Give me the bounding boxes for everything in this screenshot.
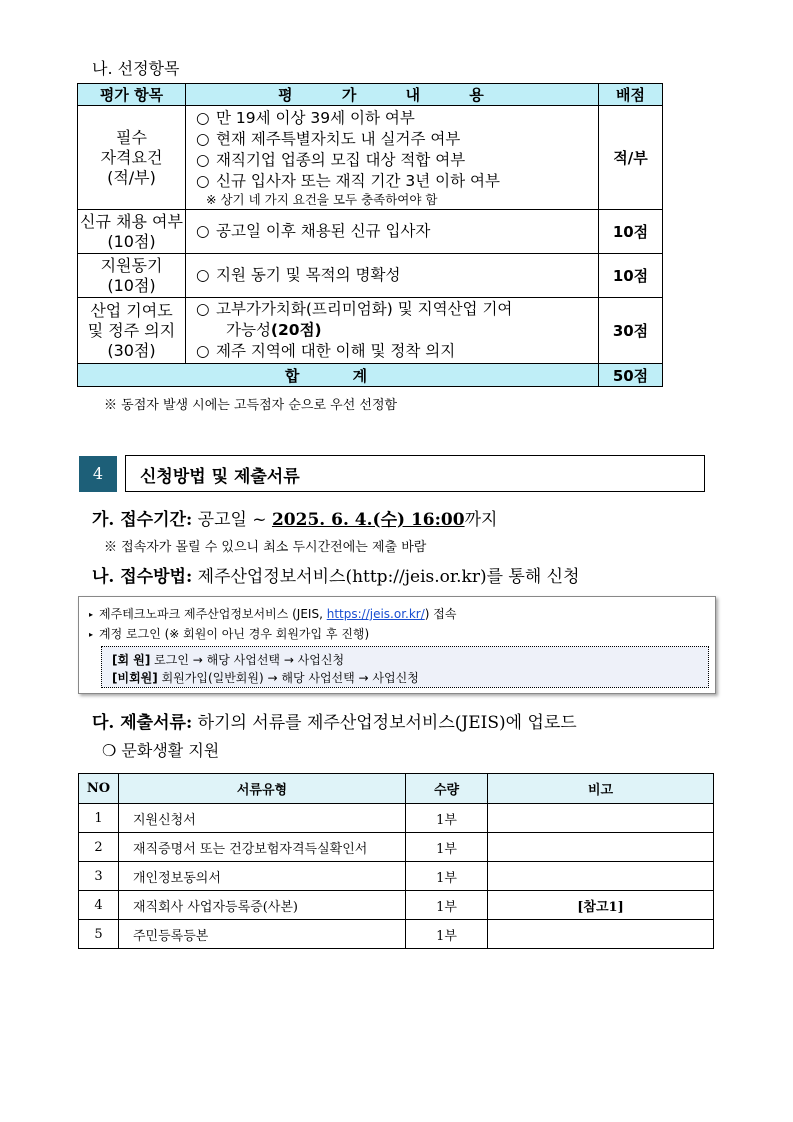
total-label: 합 계 bbox=[78, 364, 599, 387]
list-item: ○ 만 19세 이상 39세 이하 여부 bbox=[196, 108, 415, 127]
header-score: 배점 bbox=[599, 84, 663, 106]
application-period: 가. 접수기간: 공고일 ~ 2025. 6. 4.(수) 16:00까지 bbox=[92, 510, 498, 530]
period-note: ※ 접속자가 몰릴 수 있으니 최소 두시간전에는 제출 바람 bbox=[104, 540, 427, 555]
non-member-flow: [비회원] 회원가입(일반회원) → 해당 사업선택 → 사업신청 bbox=[112, 671, 419, 685]
jeis-link[interactable]: https://jeis.or.kr/ bbox=[326, 607, 425, 621]
score-cell: 적/부 bbox=[599, 106, 663, 210]
application-method: 나. 접수방법: 제주산업정보서비스(http://jeis.or.kr)를 통해 신청 bbox=[92, 567, 580, 587]
table-row bbox=[78, 210, 663, 254]
info-item: ▸ 제주테크노파크 제주산업정보서비스 (JEIS, https://jeis.or.kr/) 접속 bbox=[89, 607, 457, 621]
header-no: NO bbox=[79, 774, 119, 804]
section-title: 신청방법 및 제출서류 bbox=[140, 467, 300, 487]
criterion-cell: 지원동기 (10점) bbox=[78, 254, 186, 298]
tie-note: ※ 동점자 발생 시에는 고득점자 순으로 우선 선정함 bbox=[104, 398, 398, 413]
header-content: 평 가 내 용 bbox=[186, 84, 599, 106]
application-flow-box bbox=[101, 646, 709, 688]
header-doc-type: 서류유형 bbox=[119, 774, 406, 804]
table-row: 3 개인정보동의서 1부 bbox=[79, 862, 714, 891]
list-item: ○ 재직기업 업종의 모집 대상 적합 여부 bbox=[196, 150, 466, 169]
table-row: 2 재직증명서 또는 건강보험자격득실확인서 1부 bbox=[79, 833, 714, 862]
content-cell bbox=[186, 210, 599, 254]
info-item: ▸ 계정 로그인 (※ 회원이 아닌 경우 회원가입 후 진행) bbox=[89, 627, 370, 641]
content-cell: ○ 고부가가치화(프리미엄화) 및 지역산업 기여 가능성(20점) ○ 제주 지역에 대한 이해 및 정착 의지 bbox=[186, 298, 599, 364]
evaluation-table bbox=[77, 83, 663, 387]
requirement-note: ※ 상기 네 가지 요건을 모두 충족하여야 함 bbox=[206, 191, 438, 207]
table-row bbox=[78, 106, 663, 210]
documents-table bbox=[78, 773, 714, 949]
content-cell bbox=[186, 254, 599, 298]
list-item: ○ 신규 입사자 또는 재직 기간 3년 이하 여부 bbox=[196, 171, 500, 190]
total-score: 50점 bbox=[599, 364, 663, 387]
section-number: 4 bbox=[79, 456, 117, 492]
section-title-selection: 나. 선정항목 bbox=[92, 59, 180, 78]
score-cell: 10점 bbox=[599, 254, 663, 298]
reference-note: [참고1] bbox=[488, 891, 714, 920]
header-criterion: 평가 항목 bbox=[78, 84, 186, 106]
member-flow: [회 원] 로그인 → 해당 사업선택 → 사업신청 bbox=[112, 653, 345, 667]
table-row: 4 재직회사 사업자등록증(사본) 1부 [참고1] bbox=[79, 891, 714, 920]
score-cell: 30점 bbox=[599, 298, 663, 364]
total-row bbox=[78, 364, 663, 387]
deadline: 2025. 6. 4.(수) 16:00 bbox=[271, 510, 465, 530]
table-row bbox=[78, 298, 663, 364]
criterion-cell: 신규 채용 여부 (10점) bbox=[78, 210, 186, 254]
list-item: ○ 지원 동기 및 목적의 명확성 bbox=[196, 266, 401, 284]
content-cell bbox=[186, 106, 599, 210]
table-row bbox=[78, 254, 663, 298]
criterion-cell: 필수 자격요건 (적/부) bbox=[78, 106, 186, 210]
subheading-culture: ❍ 문화생활 지원 bbox=[102, 741, 220, 760]
score-cell: 10점 bbox=[599, 210, 663, 254]
criterion-cell: 산업 기여도 및 정주 의지 (30점) bbox=[78, 298, 186, 364]
list-item: ○ 공고일 이후 채용된 신규 입사자 bbox=[196, 222, 431, 240]
header-note: 비고 bbox=[488, 774, 714, 804]
table-row: 1 지원신청서 1부 bbox=[79, 804, 714, 833]
list-item: ○ 현재 제주특별자치도 내 실거주 여부 bbox=[196, 129, 461, 148]
header-qty: 수량 bbox=[406, 774, 488, 804]
method-info-box bbox=[78, 596, 716, 694]
list-item: ○ 고부가가치화(프리미엄화) 및 지역산업 기여 bbox=[196, 300, 513, 318]
table-row: 5 주민등록등본 1부 bbox=[79, 920, 714, 949]
required-documents: 다. 제출서류: 하기의 서류를 제주산업정보서비스(JEIS)에 업로드 bbox=[92, 713, 577, 733]
list-item: ○ 제주 지역에 대한 이해 및 정착 의지 bbox=[196, 342, 456, 360]
